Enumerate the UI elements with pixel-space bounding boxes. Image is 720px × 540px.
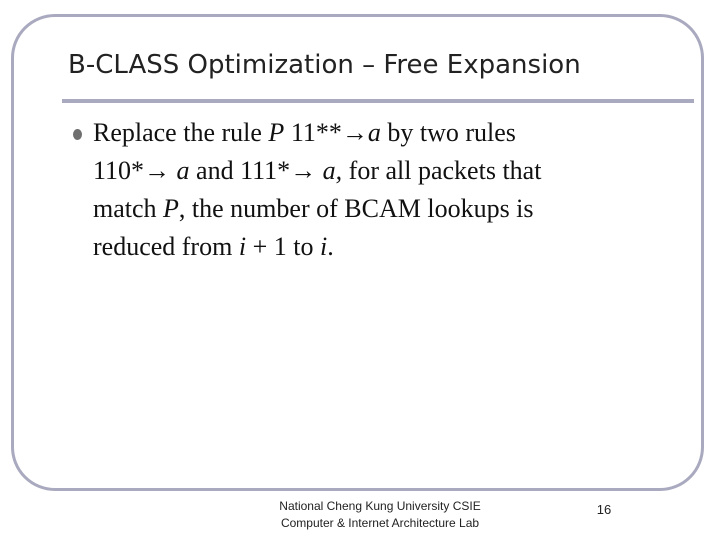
bullet-icon — [73, 129, 82, 140]
bullet-line-1 — [93, 114, 683, 152]
text-run: i — [238, 232, 247, 261]
text-run: a — [367, 118, 381, 147]
slide-footer — [248, 498, 512, 532]
footer-line-1: National Cheng Kung University CSIE — [279, 499, 481, 513]
text-run: a, — [322, 156, 343, 185]
text-run: . — [327, 232, 334, 261]
text-run: P — [268, 118, 285, 147]
text-run: i — [319, 232, 328, 261]
page-number: 16 — [596, 502, 612, 517]
text-run: 110*→ — [93, 156, 177, 185]
text-run: by two rules — [380, 118, 516, 147]
slide-title: B-CLASS Optimization – Free Expansion — [68, 50, 581, 80]
text-run: P — [163, 194, 179, 223]
title-divider — [62, 99, 694, 103]
footer-line-2: Computer & Internet Architecture Lab — [280, 516, 480, 530]
text-run: , the number of BCAM lookups is — [178, 194, 534, 223]
text-run: for all packets that — [342, 156, 542, 185]
bullet-line-4 — [93, 228, 683, 266]
text-run: a — [176, 156, 190, 185]
bullet-line-2 — [93, 152, 683, 190]
text-run: reduced from — [93, 232, 239, 261]
bullet-line-3 — [93, 190, 683, 228]
text-run: Replace the rule — [93, 118, 269, 147]
text-run: and 111*→ — [189, 156, 323, 185]
bullet-text — [93, 114, 683, 266]
text-run: 11**→ — [284, 118, 368, 147]
text-run: match — [93, 194, 164, 223]
text-run: + 1 to — [246, 232, 320, 261]
